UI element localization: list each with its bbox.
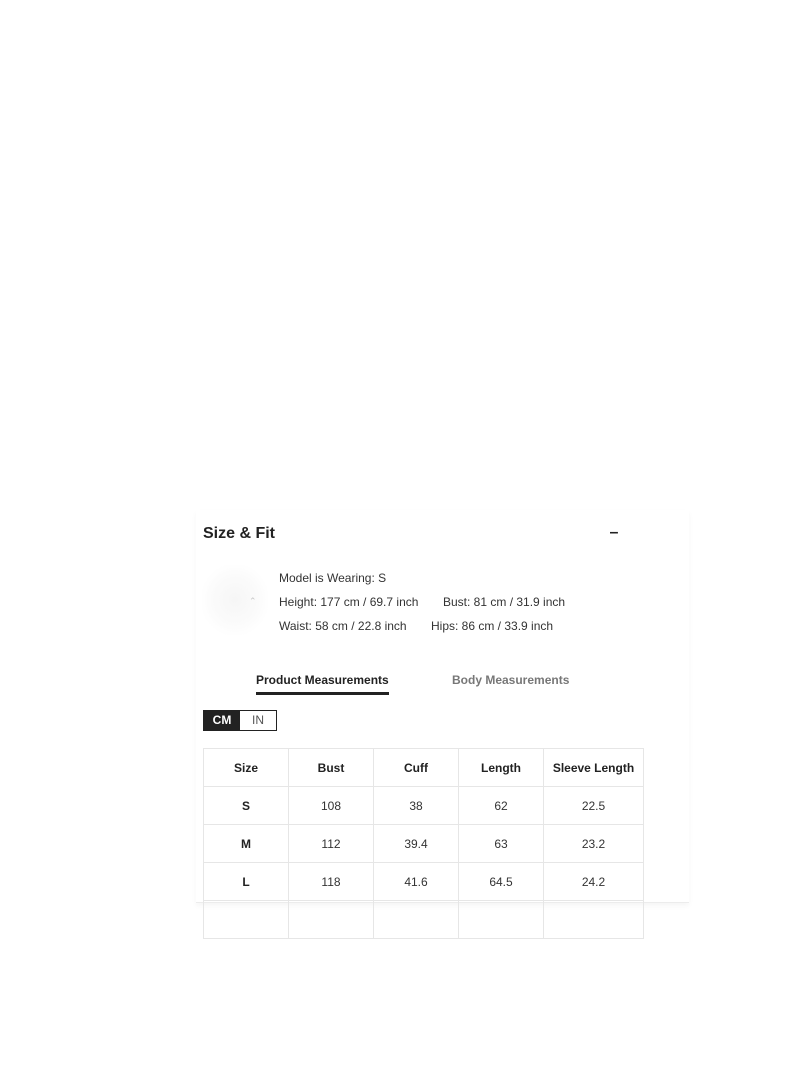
section-title: Size & Fit xyxy=(203,525,276,542)
model-hips: Hips: 86 cm / 33.9 inch xyxy=(431,619,554,633)
header-bust: Bust xyxy=(289,749,374,787)
length-cell: 62 xyxy=(459,787,544,825)
size-fit-panel xyxy=(196,510,689,903)
header-size: Size xyxy=(204,749,289,787)
model-height: Height: 177 cm / 69.7 inch xyxy=(279,595,419,609)
table-header-row xyxy=(204,749,644,787)
bust-cell: 108 xyxy=(289,787,374,825)
tab-product-measurements[interactable]: Product Measurements xyxy=(256,673,389,695)
bust-cell: 112 xyxy=(289,825,374,863)
header-length: Length xyxy=(459,749,544,787)
table-row xyxy=(204,787,644,825)
sleeve-length-cell: 23.2 xyxy=(544,825,644,863)
size-table-container[interactable] xyxy=(203,748,635,902)
length-cell: 63 xyxy=(459,825,544,863)
minus-icon[interactable]: – xyxy=(609,524,619,541)
model-bust: Bust: 81 cm / 31.9 inch xyxy=(443,595,566,609)
cuff-cell: 38 xyxy=(374,787,459,825)
table-row xyxy=(204,901,644,939)
sleeve-length-cell: 22.5 xyxy=(544,787,644,825)
cuff-cell: 39.4 xyxy=(374,825,459,863)
unit-in-button[interactable]: IN xyxy=(240,711,276,730)
cuff-cell xyxy=(374,901,459,939)
size-cell xyxy=(204,901,289,939)
tab-body-measurements[interactable]: Body Measurements xyxy=(452,673,570,687)
model-photo-glyph: ⌃ xyxy=(249,596,257,606)
bust-cell: 118 xyxy=(289,863,374,901)
unit-cm-button[interactable]: CM xyxy=(204,711,240,730)
cuff-cell: 41.6 xyxy=(374,863,459,901)
model-photo xyxy=(202,565,268,635)
size-cell: M xyxy=(204,825,289,863)
header-cuff: Cuff xyxy=(374,749,459,787)
sleeve-length-cell: 24.2 xyxy=(544,863,644,901)
sleeve-length-cell xyxy=(544,901,644,939)
header-sleeve-length: Sleeve Length xyxy=(544,749,644,787)
size-cell: L xyxy=(204,863,289,901)
length-cell xyxy=(459,901,544,939)
length-cell: 64.5 xyxy=(459,863,544,901)
size-cell: S xyxy=(204,787,289,825)
unit-toggle xyxy=(203,710,277,731)
table-row xyxy=(204,863,644,901)
bust-cell xyxy=(289,901,374,939)
model-wearing: Model is Wearing: S xyxy=(279,571,387,585)
size-table xyxy=(203,748,644,939)
model-waist: Waist: 58 cm / 22.8 inch xyxy=(279,619,407,633)
table-row xyxy=(204,825,644,863)
